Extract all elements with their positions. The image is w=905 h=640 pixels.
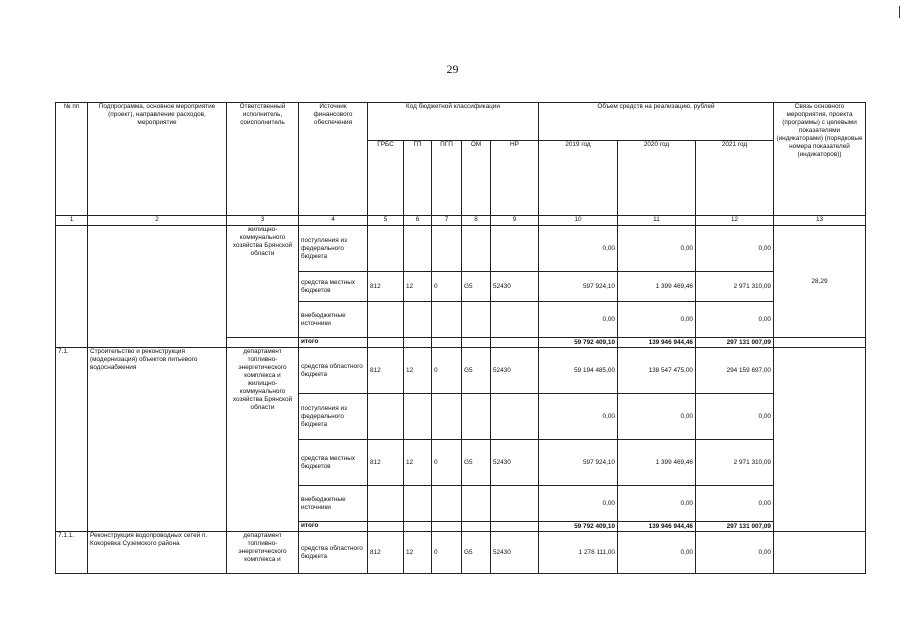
total-2020: 139 946 944,46 [618,338,696,348]
cell-om [462,522,491,532]
header-gp: ГП [404,141,432,216]
cell-pgp: 0 [432,440,462,486]
cell-om [462,226,491,272]
column-number: 9 [491,216,539,226]
cell-source: средства местных бюджетов [299,272,368,302]
cell-pgp [432,302,462,338]
header-2019: 2019 год [539,141,618,216]
cell-nr: 52430 [491,532,539,574]
cell-grbs [368,302,404,338]
cell-grbs: 812 [368,532,404,574]
cell-2020: 0,00 [618,532,696,574]
cell-gp: 12 [404,272,432,302]
cell-grbs [368,486,404,522]
column-number: 12 [696,216,774,226]
cell-source: внебюджетные источники [299,302,368,338]
total-2021: 297 131 007,09 [696,338,774,348]
cell-pgp [432,226,462,272]
cell-2021: 0,00 [696,302,774,338]
cell-pgp [432,486,462,522]
cell-2019: 0,00 [539,226,618,272]
cell-gp [404,226,432,272]
cell-nr [491,302,539,338]
cell-2019: 0,00 [539,394,618,440]
cell-2019: 0,00 [539,302,618,338]
cell-2020: 1 399 469,46 [618,272,696,302]
cell-nr: 52430 [491,440,539,486]
cell-executor: департамент топливно-энергетического комплекса и жилищно-коммунального хозяйства Брянской области [227,348,299,532]
cell-pgp: 0 [432,348,462,394]
cell-gp [404,522,432,532]
cell-2020: 138 547 475,00 [618,348,696,394]
cell-source: поступления из федерального бюджета [299,226,368,272]
cell-nr [491,522,539,532]
cell-2021: 2 971 310,09 [696,272,774,302]
cell-link [774,532,866,574]
page-number: 29 [446,62,459,76]
cell-grbs: 812 [368,440,404,486]
cell-pgp [432,522,462,532]
cell-gp: 12 [404,348,432,394]
cell-2019: 1 278 111,00 [539,532,618,574]
header-source: Источник финансового обеспечения [299,103,368,216]
cell-link [774,338,866,348]
cell-executor: департамент топливно-энергетического комплекса и [227,532,299,574]
total-2020: 139 946 944,46 [618,522,696,532]
cell-subprogram [88,226,227,348]
column-number: 7 [432,216,462,226]
cell-om [462,302,491,338]
cell-2020: 0,00 [618,226,696,272]
cell-grbs [368,338,404,348]
cell-grbs [368,522,404,532]
cell-source: поступления из федерального бюджета [299,394,368,440]
column-number: 10 [539,216,618,226]
cell-2021: 0,00 [696,226,774,272]
cell-subprogram: Строительство и реконструкция (модернизация) объектов питьевого водоснабжения [88,348,227,532]
cell-pgp [432,394,462,440]
header-nr: НР [491,141,539,216]
total-2019: 59 792 409,10 [539,338,618,348]
cell-nr [491,486,539,522]
cell-no: 7.1. [56,348,88,532]
cell-om [462,394,491,440]
cell-om [462,486,491,522]
header-grbs: ГРБС [368,141,404,216]
cell-subprogram: Реконструкция водопроводных сетей п. Кокоревка Суземского района [88,532,227,574]
column-number: 3 [227,216,299,226]
cell-2021: 0,00 [696,486,774,522]
cell-om: G5 [462,532,491,574]
cell-grbs [368,394,404,440]
cell-om: G5 [462,348,491,394]
cell-grbs: 812 [368,272,404,302]
cell-2019: 59 194 485,00 [539,348,618,394]
cell-gp [404,302,432,338]
table-row [56,532,866,574]
cell-2020: 0,00 [618,486,696,522]
column-number: 13 [774,216,866,226]
header-no: № пп [56,103,88,216]
header-subprogram: Подпрограмма, основное мероприятие (проект), направление расходов, мероприятие [88,103,227,216]
cell-2020: 1 399 469,46 [618,440,696,486]
cell-source: средства местных бюджетов [299,440,368,486]
header-pgp: ПГП [432,141,462,216]
cell-2021: 0,00 [696,394,774,440]
column-number: 8 [462,216,491,226]
cell-om [462,338,491,348]
cell-pgp: 0 [432,532,462,574]
cell-2019: 597 924,10 [539,272,618,302]
cell-2020: 0,00 [618,394,696,440]
cell-grbs [368,226,404,272]
cell-nr: 52430 [491,272,539,302]
cell-gp [404,394,432,440]
cell-link: 28,29 [774,226,866,338]
total-label: итого [299,522,368,532]
total-label: итого [299,338,368,348]
cell-gp [404,338,432,348]
header-row [56,103,866,141]
table-row [56,348,866,394]
column-number: 6 [404,216,432,226]
header-2021: 2021 год [696,141,774,216]
cell-om: G5 [462,440,491,486]
cell-source: средства областного бюджета [299,532,368,574]
cell-executor: жилищно-коммунального хозяйства Брянской области [227,226,299,338]
cell-no [56,226,88,348]
cell-grbs: 812 [368,348,404,394]
header-budget-code: Код бюджетной классификации [368,103,539,141]
cell-2021: 294 159 697,00 [696,348,774,394]
cell-source: средства областного бюджета [299,348,368,394]
cell-no: 7.1.1. [56,532,88,574]
cell-gp: 12 [404,440,432,486]
column-number-row [56,216,866,226]
cell-link [774,348,866,532]
header-volume: Объем средств на реализацию, рублей [539,103,774,141]
cell-executor [227,338,299,348]
column-number: 1 [56,216,88,226]
cell-nr: 52430 [491,348,539,394]
cell-2019: 0,00 [539,486,618,522]
header-om: ОМ [462,141,491,216]
cell-nr [491,394,539,440]
cell-source: внебюджетные источники [299,486,368,522]
cell-2021: 2 971 310,09 [696,440,774,486]
column-number: 5 [368,216,404,226]
cell-pgp [432,338,462,348]
column-number: 11 [618,216,696,226]
cell-nr [491,338,539,348]
header-2020: 2020 год [618,141,696,216]
cell-om: G5 [462,272,491,302]
cell-2020: 0,00 [618,302,696,338]
column-number: 4 [299,216,368,226]
total-2019: 59 792 409,10 [539,522,618,532]
cell-2019: 597 924,10 [539,440,618,486]
budget-table [55,102,866,574]
cell-pgp: 0 [432,272,462,302]
header-executor: Ответственный исполнитель, соисполнитель [227,103,299,216]
cell-nr [491,226,539,272]
cell-2021: 0,00 [696,532,774,574]
header-link: Связь основного мероприятия, проекта (программы) с целевыми показателями (индикаторами) (порядковые номера показателей (индикаторов)) [774,103,866,216]
table-row [56,226,866,272]
column-number: 2 [88,216,227,226]
cell-gp: 12 [404,532,432,574]
total-2021: 297 131 007,09 [696,522,774,532]
scan-edge-mark [899,6,900,18]
cell-gp [404,486,432,522]
